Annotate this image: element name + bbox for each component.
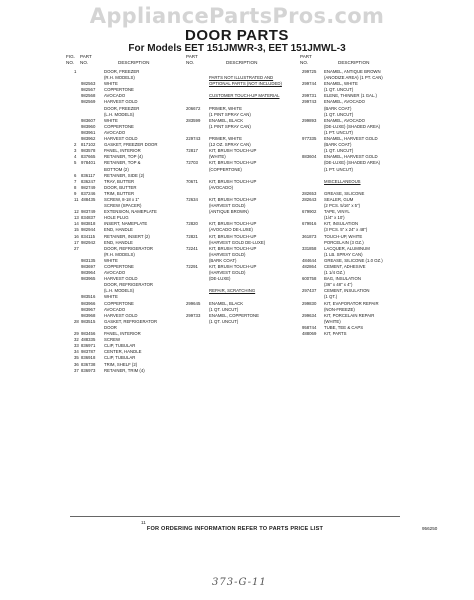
part-no: 836247 xyxy=(81,178,96,184)
parts-row xyxy=(302,331,418,337)
part-description: (COPPERTONE) xyxy=(209,166,242,172)
part-description: (HARVEST GOLD DE-LUXE) xyxy=(209,239,266,245)
part-no: 837665 xyxy=(81,154,96,160)
part-no: 982749 xyxy=(81,184,96,190)
part-description: COPPERTONE xyxy=(104,123,134,129)
part-description: (DE-LUXE) (SHADED AREA) xyxy=(324,160,381,166)
fig-no: 35 xyxy=(74,355,79,361)
part-no: 283599 xyxy=(186,117,201,123)
part-no: 72817 xyxy=(186,148,198,154)
part-no: 983818 xyxy=(81,221,96,227)
part-no: 299893 xyxy=(302,117,317,123)
part-description: (ANTIQUE BROWN) xyxy=(209,209,249,215)
part-no: 488069 xyxy=(302,331,317,337)
fig-no: 34 xyxy=(74,349,79,355)
part-no: 72820 xyxy=(186,221,198,227)
part-description: ENAMEL, AVOCADO xyxy=(324,99,365,105)
part-description: RETAINER, INSERT (2) xyxy=(104,233,150,239)
part-no: 837246 xyxy=(81,190,96,196)
part-description: ENAMEL, HARVEST GOLD xyxy=(324,136,378,142)
part-description: GASKET, REFRIGERATOR xyxy=(104,318,158,324)
part-description: (AVOCADO DE-LUXE) xyxy=(209,227,253,233)
part-no: 982563 xyxy=(81,81,96,87)
part-description: KIT, BRUSH TOUCH-UP xyxy=(209,221,257,227)
part-no: 600758 xyxy=(302,276,317,282)
part-description: (1 QT. UNCUT) xyxy=(209,318,239,324)
part-no: 299830 xyxy=(302,300,317,306)
parts-row xyxy=(186,319,298,325)
fig-no: 13 xyxy=(74,215,79,221)
part-description: AVOCADO xyxy=(104,93,126,99)
part-description: (HARVEST GOLD) xyxy=(209,251,246,257)
part-no: 983961 xyxy=(81,129,96,135)
part-description: SCREW xyxy=(104,337,120,343)
col1-fig: NO. xyxy=(66,60,75,65)
part-description: HARVEST GOLD xyxy=(104,276,138,282)
part-no: 299731 xyxy=(302,93,317,99)
part-description: (1 1/4 OZ.) xyxy=(324,270,345,276)
part-no: 488335 xyxy=(81,337,96,343)
part-description: END, HANDLE xyxy=(104,227,133,233)
part-no: 299725 xyxy=(302,69,317,74)
part-description: (AVOCADO) xyxy=(209,184,234,190)
part-description: (WHITE) xyxy=(209,154,226,160)
part-description: KIT, EVAPORATOR REPAIR xyxy=(324,300,379,306)
part-description: (DE-LUXE) (SHADED AREA) xyxy=(324,123,381,129)
form-code: 956250 xyxy=(422,526,438,531)
part-description: ENAMEL, WHITE xyxy=(324,81,358,87)
part-description: (1 LB. SPRAY CAN) xyxy=(324,251,363,257)
part-no: 72291 xyxy=(186,264,198,269)
part-description: PRIMER, WHITE xyxy=(209,136,242,142)
part-description: SCREW, 8-18 x 1" xyxy=(104,196,140,202)
fig-no: 2 xyxy=(74,142,77,148)
part-no: 834837 xyxy=(81,215,96,221)
col3-part-top: PART xyxy=(300,54,312,59)
part-description: TRAY, BUTTER xyxy=(104,178,135,184)
page-number: 11 xyxy=(141,520,146,525)
col3-desc: DESCRIPTION xyxy=(338,60,370,65)
fig-no: 14 xyxy=(74,221,79,227)
part-no: 983135 xyxy=(81,257,96,263)
part-description: KIT, PARTS xyxy=(324,331,347,337)
part-no: 983607 xyxy=(81,117,96,123)
parts-row xyxy=(74,368,184,374)
part-description: KIT, BRUSH TOUCH-UP xyxy=(209,233,257,239)
fig-no: 7 xyxy=(74,178,77,184)
col1-fig-top: FIG. xyxy=(66,54,75,59)
part-description: (3 PCS. 5" x 24" x 48") xyxy=(324,227,368,233)
parts-column-2 xyxy=(186,69,298,325)
part-description: COPPERTONE xyxy=(104,264,134,269)
fig-no: 27 xyxy=(74,245,79,251)
part-description: AVOCADO xyxy=(104,129,126,135)
part-no: 72241 xyxy=(186,245,198,251)
part-description: BOTTOM (2) xyxy=(104,166,129,172)
part-description: COPPERTONE xyxy=(104,87,134,93)
part-no: 229743 xyxy=(186,136,201,142)
fig-no: 37 xyxy=(74,367,79,373)
part-description: (1/4" x 10') xyxy=(324,215,345,221)
fig-no: 4 xyxy=(74,154,77,160)
part-no: 299744 xyxy=(302,81,317,87)
fig-no: 16 xyxy=(74,233,79,239)
fig-no: 11 xyxy=(74,196,79,202)
fig-no: 3 xyxy=(74,148,77,154)
parts-column-1 xyxy=(74,69,184,374)
part-description: AVOCADO xyxy=(104,306,126,312)
part-description: (HARVEST GOLD) xyxy=(209,203,246,209)
part-no: 983964 xyxy=(81,270,96,276)
part-description: SEALER, GUM xyxy=(324,196,354,202)
part-description: ENAMEL, BLACK xyxy=(209,117,244,123)
page-title: DOOR PARTS xyxy=(185,27,289,44)
part-description: HOLE PLUG xyxy=(104,215,129,221)
part-description: (R.H. MODELS) xyxy=(104,251,135,257)
part-no: 982569 xyxy=(81,99,96,105)
fig-no: 29 xyxy=(74,331,79,337)
part-description: DOOR, FREEZER xyxy=(104,69,140,74)
part-description: WHITE xyxy=(104,117,118,123)
part-description: KIT, BRUSH TOUCH-UP xyxy=(209,264,257,269)
part-description: ENAMEL, HARVEST GOLD xyxy=(324,154,378,160)
handwritten-note: 373-G-11 xyxy=(212,577,267,588)
part-description: OPTIONAL PARTS (NOT INCLUDED) xyxy=(209,81,282,87)
part-description: (BARK COAT) xyxy=(209,257,237,263)
col3-part: NO. xyxy=(300,60,309,65)
part-no: 299743 xyxy=(302,99,317,105)
part-no: 958744 xyxy=(302,324,317,330)
part-no: 72634 xyxy=(186,196,198,202)
part-no: 299634 xyxy=(302,312,317,318)
part-no: 983960 xyxy=(81,123,96,129)
part-description: (1 PT. UNCUT) xyxy=(324,166,353,172)
part-description: (1 PINT SPRAY CAN) xyxy=(209,123,251,129)
part-no: 817102 xyxy=(81,142,96,148)
part-description: CUSTOMER TOUCH-UP MATERIAL xyxy=(209,93,280,99)
ordering-note: FOR ORDERING INFORMATION REFER TO PARTS PRICE LIST xyxy=(146,526,324,532)
part-description: GASKET, FREEZER DOOR xyxy=(104,142,158,148)
part-description: HARVEST GOLD xyxy=(104,136,138,142)
part-description: (NON-FREEZE) xyxy=(324,306,355,312)
fig-no: 15 xyxy=(74,227,79,233)
part-description: KIT, INSULATION xyxy=(324,221,359,227)
part-description: AVOCADO xyxy=(104,270,126,276)
part-no: 978401 xyxy=(81,160,96,166)
part-description: ENAMEL, ANTIQUE BROWN xyxy=(324,69,381,74)
watermark: AppliancePartsPros.com xyxy=(89,4,385,28)
part-description: HARVEST GOLD xyxy=(104,99,138,105)
part-no: 297437 xyxy=(302,288,317,294)
col1-desc: DESCRIPTION xyxy=(118,60,150,65)
part-no: 977335 xyxy=(302,136,317,142)
part-description: ELENE, THINNER (1 GAL.) xyxy=(324,93,377,99)
part-description: KIT, BRUSH TOUCH-UP xyxy=(209,178,257,184)
part-description: PORCELAIN (3 OZ.) xyxy=(324,239,364,245)
part-description: ENAMEL, COPPERTONE xyxy=(209,312,259,318)
part-description: WHITE xyxy=(104,257,118,263)
part-description: (DE-LUXE) xyxy=(209,276,231,282)
part-description: RETAINER, TRIM (4) xyxy=(104,367,145,373)
col2-part-top: PART xyxy=(186,54,198,59)
part-description: (36" x 48" x 4") xyxy=(324,282,353,288)
part-description: PANEL, INTERIOR xyxy=(104,148,141,154)
part-description: (2 PCS. 5/16" x 5") xyxy=(324,203,361,209)
part-no: 983697 xyxy=(81,264,96,269)
part-description: RETAINER, TOP & xyxy=(104,160,141,166)
part-description: (ANODIZE AREA) (1 PT. CAN) xyxy=(324,75,383,81)
part-description: RETAINER, SIDE (2) xyxy=(104,172,145,178)
part-no: 983749 xyxy=(81,209,96,215)
part-description: BAG, INSULATION xyxy=(324,276,361,282)
part-no: 299733 xyxy=(186,312,201,318)
parts-column-3 xyxy=(302,69,418,337)
part-description: KIT, PORCELAIN REPAIR xyxy=(324,312,375,318)
part-no: 836918 xyxy=(81,355,96,361)
part-description: INSERT, NAMEPLATE xyxy=(104,221,148,227)
part-no: 72821 xyxy=(186,233,198,239)
part-description: (1 PINT SPRAY CAN) xyxy=(209,111,251,117)
part-no: 983968 xyxy=(81,312,96,318)
part-no: 836971 xyxy=(81,343,96,349)
part-no: 331858 xyxy=(302,245,317,251)
part-description: (L.H. MODELS) xyxy=(104,111,135,117)
part-no: 982944 xyxy=(81,227,96,233)
fig-no: 6 xyxy=(74,172,77,178)
part-no: 282653 xyxy=(302,190,317,196)
col1-part-top: PART xyxy=(80,54,92,59)
col1-part: NO. xyxy=(80,60,89,65)
part-no: 983966 xyxy=(81,300,96,306)
part-description: (HARVEST GOLD) xyxy=(209,270,246,276)
part-description: PRIMER, WHITE xyxy=(209,105,242,111)
part-no: 70671 xyxy=(186,178,198,184)
part-no: 299645 xyxy=(186,300,201,306)
part-description: CEMENT, INSULATION xyxy=(324,288,370,294)
part-description: DOOR, REFRIGERATOR xyxy=(104,282,154,288)
part-description: LACQUER, ALUMINUM xyxy=(324,245,370,251)
fig-no: 12 xyxy=(74,209,79,215)
part-no: 484644 xyxy=(302,257,317,263)
part-description: DOOR, FREEZER xyxy=(104,105,140,111)
part-no: 983965 xyxy=(81,276,96,282)
part-description: (WHITE) xyxy=(324,318,341,324)
part-no: 982567 xyxy=(81,87,96,93)
part-no: 983578 xyxy=(81,148,96,154)
part-no: 983967 xyxy=(81,306,96,312)
part-no: 983515 xyxy=(81,318,96,324)
part-description: (12 OZ. SPRAY CAN) xyxy=(209,142,251,148)
part-description: SCREW (SPACER) xyxy=(104,203,142,209)
part-description: CLIP, TUBULAR xyxy=(104,355,136,361)
part-no: 983456 xyxy=(81,331,96,337)
part-description: TAPE, VINYL xyxy=(324,209,350,215)
part-no: 836973 xyxy=(81,367,96,373)
part-description: TUBE, TEE & CAPS xyxy=(324,324,364,330)
fig-no: 33 xyxy=(74,343,79,349)
part-description: PANEL, INTERIOR xyxy=(104,331,141,337)
part-no: 282643 xyxy=(302,196,317,202)
part-description: REPAIR, SCRATCHING xyxy=(209,288,256,294)
part-description: (1 QT. UNCUT) xyxy=(324,111,354,117)
part-no: 834115 xyxy=(81,233,96,239)
fig-no: 28 xyxy=(74,318,79,324)
part-description: KIT, BRUSH TOUCH-UP xyxy=(209,148,257,154)
footer-divider xyxy=(70,516,400,517)
part-description: (1 QT. UNCUT) xyxy=(209,306,239,312)
part-description: MISCELLANEOUS xyxy=(324,178,361,184)
fig-no: 17 xyxy=(74,239,79,245)
part-no: 982568 xyxy=(81,93,96,99)
part-description: ENAMEL, BLACK xyxy=(209,300,244,306)
part-no: 983787 xyxy=(81,349,96,355)
part-no: 836738 xyxy=(81,361,96,367)
fig-no: 9 xyxy=(74,190,77,196)
part-description: GREASE, SILICONE xyxy=(324,190,365,196)
part-description: (1 QT. UNCUT) xyxy=(324,87,354,93)
part-description: (1 QT.) xyxy=(324,294,338,300)
part-description: TRIM, BUTTER xyxy=(104,190,135,196)
part-no: 482864 xyxy=(302,264,317,269)
part-description: (R.H. MODELS) xyxy=(104,75,135,81)
part-description: DOOR xyxy=(104,324,117,330)
part-description: CENTER, HANDLE xyxy=(104,349,142,355)
part-description: WHITE xyxy=(104,81,118,87)
part-description: RETAINER, TOP (4) xyxy=(104,154,143,160)
part-description: DOOR, BUTTER xyxy=(104,184,137,190)
part-description: TRIM, SHELF (2) xyxy=(104,361,138,367)
part-description: DOOR, REFRIGERATOR xyxy=(104,245,154,251)
part-description: (BARK COAT) xyxy=(324,105,352,111)
part-description: KIT, BRUSH TOUCH-UP xyxy=(209,196,257,202)
part-description: ENAMEL, AVOCADO xyxy=(324,117,365,123)
part-no: 679916 xyxy=(302,221,317,227)
col2-desc: DESCRIPTION xyxy=(226,60,258,65)
part-description: (1 PT. UNCUT) xyxy=(324,129,353,135)
part-description: KIT, BRUSH TOUCH-UP xyxy=(209,245,257,251)
part-description: CEMENT, ADHESIVE xyxy=(324,264,366,269)
part-no: 883604 xyxy=(302,154,317,160)
fig-no: 8 xyxy=(74,184,77,190)
page-subtitle: For Models EET 151JMWR-3, EET 151JMWL-3 xyxy=(128,43,346,54)
part-no: 206672 xyxy=(186,105,201,111)
part-description: WHITE xyxy=(104,294,118,300)
part-description: TOUCH-UP, WHITE xyxy=(324,233,363,239)
fig-no: 36 xyxy=(74,361,79,367)
part-no: 679902 xyxy=(302,209,317,215)
fig-no: 1 xyxy=(74,69,77,74)
part-no: 72703 xyxy=(186,160,198,166)
part-no: 361873 xyxy=(302,233,317,239)
part-description: GREASE, SILICONE (1.0 OZ.) xyxy=(324,257,383,263)
part-description: (BARK COAT) xyxy=(324,142,352,148)
part-no: 836117 xyxy=(81,172,96,178)
part-no: 982942 xyxy=(81,239,96,245)
part-description: (1 QT. UNCUT) xyxy=(324,148,354,154)
part-description: PARTS NOT ILLUSTRATED AND xyxy=(209,75,274,81)
part-no: 983962 xyxy=(81,136,96,142)
part-description: END, HANDLE xyxy=(104,239,133,245)
part-description: (L.H. MODELS) xyxy=(104,288,135,294)
part-description: KIT, BRUSH TOUCH-UP xyxy=(209,160,257,166)
part-description: COPPERTONE xyxy=(104,300,134,306)
part-no: 488435 xyxy=(81,196,96,202)
fig-no: 32 xyxy=(74,337,79,343)
col2-part: NO. xyxy=(186,60,195,65)
part-description: EXTENSION, NAMEPLATE xyxy=(104,209,157,215)
fig-no: 5 xyxy=(74,160,77,166)
part-description: CLIP, TUBULAR xyxy=(104,343,136,349)
part-no: 983516 xyxy=(81,294,96,300)
part-description: HARVEST GOLD xyxy=(104,312,138,318)
